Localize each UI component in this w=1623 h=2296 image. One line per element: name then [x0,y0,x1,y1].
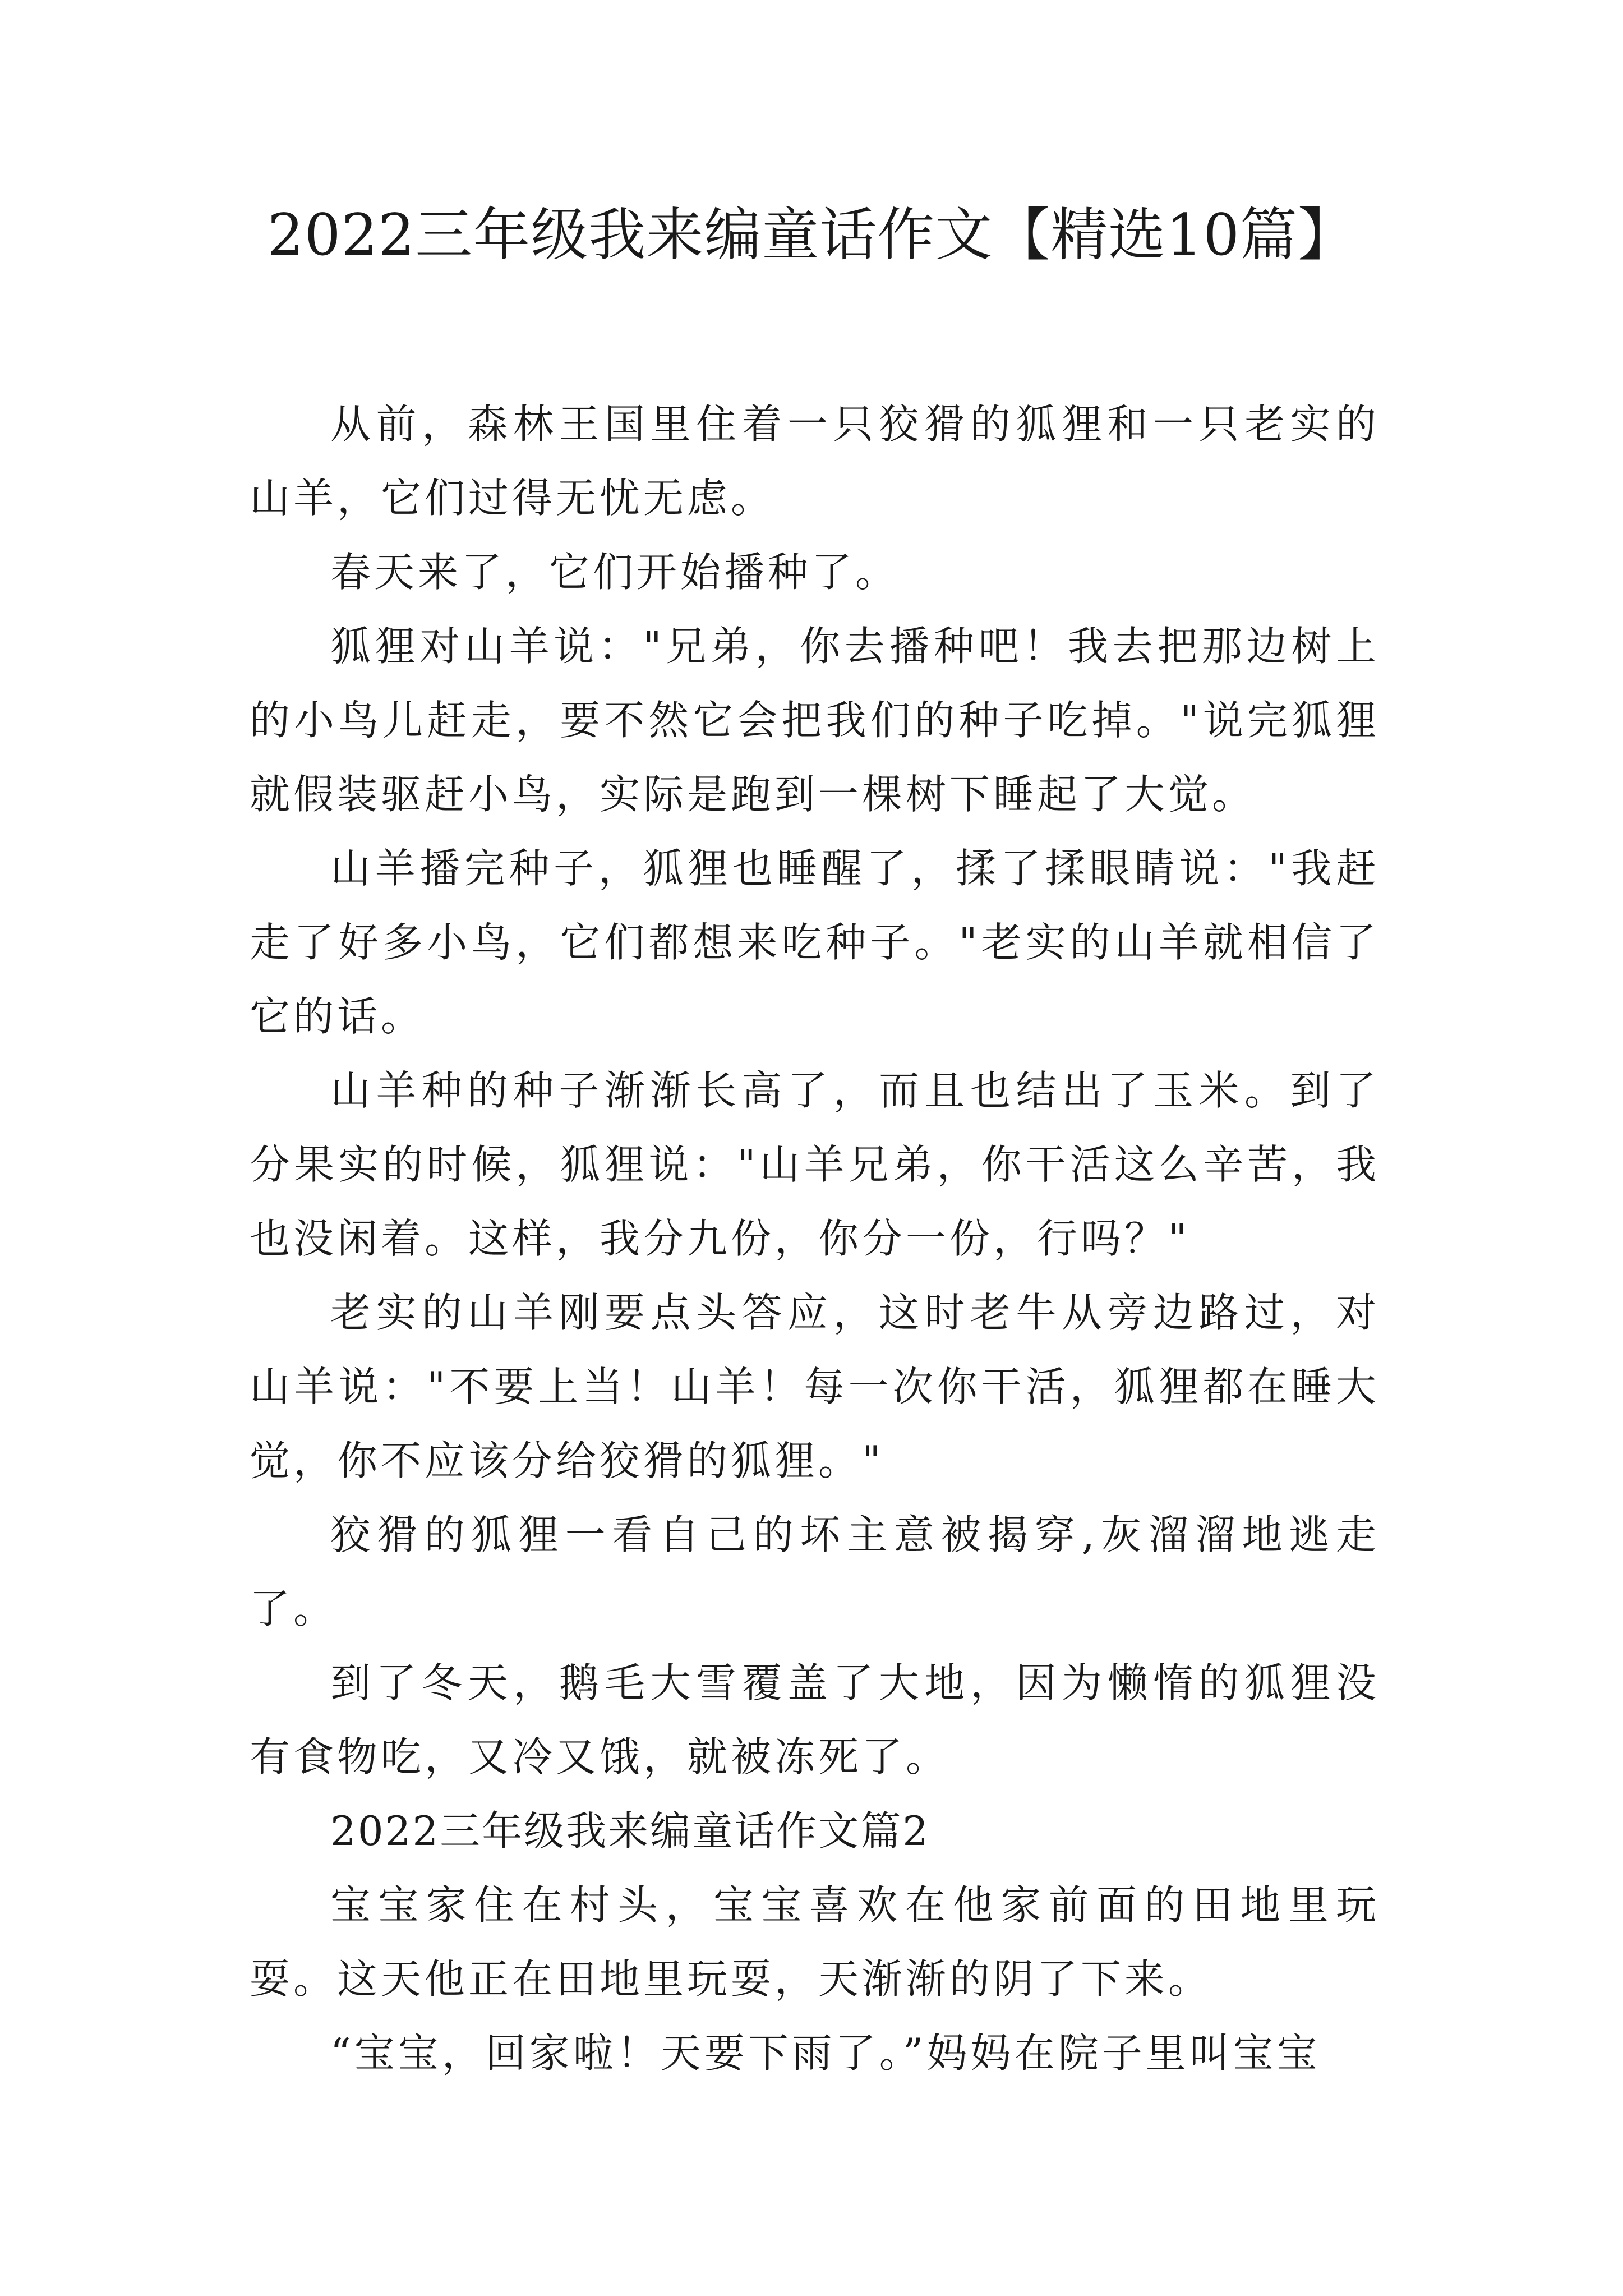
paragraph: 从前，森林王国里住着一只狡猾的狐狸和一只老实的山羊，它们过得无忧无虑。 [250,401,1380,522]
paragraph: 老实的山羊刚要点头答应，这时老牛从旁边路过，对山羊说："不要上当！山羊！每一次你干活，狐狸都在睡大觉，你不应该分给狡猾的狐狸。" [250,1289,1380,1484]
paragraph: 春天来了，它们开始播种了。 [330,549,900,596]
paragraph: “宝宝，回家啦！天要下雨了。”妈妈在院子里叫宝宝 [330,2030,1321,2077]
paragraph: 狡猾的狐狸一看自己的坏主意被揭穿,灰溜溜地逃走了。 [250,1511,1380,1632]
paragraph: 狐狸对山羊说："兄弟，你去播种吧！我去把那边树上的小鸟儿赶走，要不然它会把我们的种子吃掉。"说完狐狸就假装驱赶小鸟，实际是跑到一棵树下睡起了大觉。 [250,623,1380,818]
section-heading: 2022三年级我来编童话作文篇2 [330,1807,930,1855]
paragraph: 山羊种的种子渐渐长高了，而且也结出了玉米。到了分果实的时候，狐狸说："山羊兄弟，你干活这么辛苦，我也没闲着。这样，我分九份，你分一份，行吗？" [250,1067,1380,1262]
document-body [250,387,1380,2090]
paragraph: 到了冬天，鹅毛大雪覆盖了大地，因为懒惰的狐狸没有食物吃，又冷又饿，就被冻死了。 [250,1659,1380,1780]
document-title: 2022三年级我来编童话作文【精选10篇】 [267,202,1356,269]
paragraph: 山羊播完种子，狐狸也睡醒了，揉了揉眼睛说："我赶走了好多小鸟，它们都想来吃种子。"老实的山羊就相信了它的话。 [250,845,1380,1040]
paragraph: 宝宝家住在村头，宝宝喜欢在他家前面的田地里玩耍。这天他正在田地里玩耍，天渐渐的阴了下来。 [250,1881,1380,2003]
